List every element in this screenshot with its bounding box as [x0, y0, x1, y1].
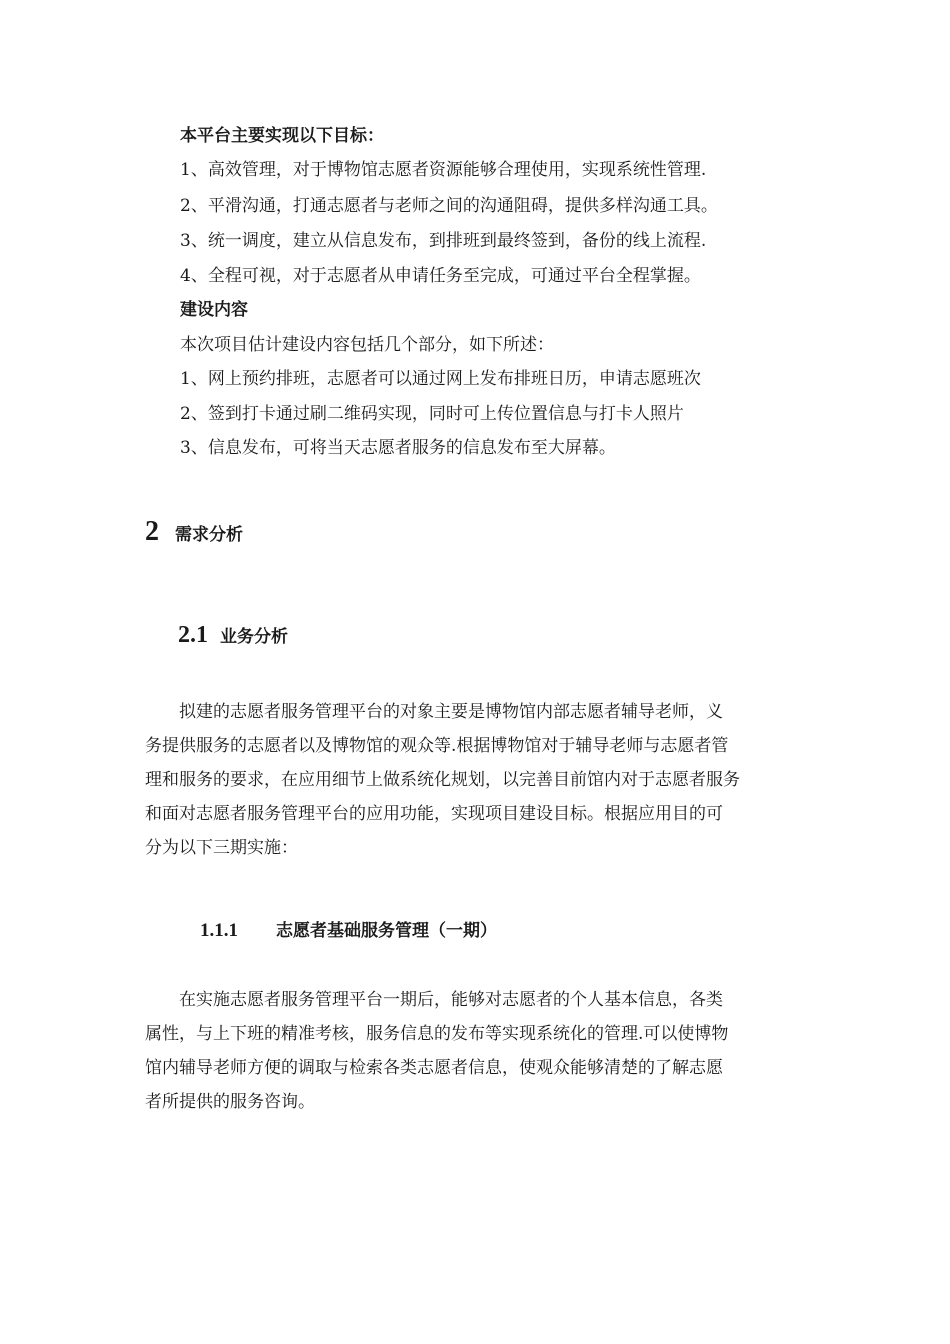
section-title: 业务分析: [220, 627, 288, 647]
paragraph-line: 者所提供的服务咨询。: [145, 1092, 315, 1112]
paragraph-line: 理和服务的要求，在应用细节上做系统化规划，以完善目前馆内对于志愿者服务: [145, 770, 740, 790]
paragraph-line: 务提供服务的志愿者以及博物馆的观众等.根据博物馆对于辅导老师与志愿者管: [145, 736, 729, 756]
section-number: 1.1.1: [200, 920, 238, 941]
business-analysis-paragraph: [145, 695, 810, 865]
construction-item: 2、签到打卡通过刷二维码实现，同时可上传位置信息与打卡人照片: [180, 404, 684, 424]
paragraph-line: 分为以下三期实施：: [145, 838, 298, 858]
goal-item: 3、统一调度，建立从信息发布，到排班到最终签到，备份的线上流程.: [180, 231, 707, 251]
section-title: 志愿者基础服务管理（一期）: [276, 921, 497, 941]
paragraph-line: 馆内辅导老师方便的调取与检索各类志愿者信息，使观众能够清楚的了解志愿: [145, 1058, 723, 1078]
section-number: 2: [145, 516, 159, 547]
section-title: 需求分析: [175, 525, 243, 545]
construction-intro: 本次项目估计建设内容包括几个部分，如下所述：: [180, 335, 554, 355]
goal-item: 4、全程可视，对于志愿者从申请任务至完成，可通过平台全程掌握。: [180, 266, 701, 286]
goal-item: 1、高效管理，对于博物馆志愿者资源能够合理使用，实现系统性管理.: [180, 160, 707, 180]
goal-item: 2、平滑沟通，打通志愿者与老师之间的沟通阻碍，提供多样沟通工具。: [180, 196, 718, 216]
section-1-1-1-heading: [200, 916, 497, 942]
goals-heading: 本平台主要实现以下目标：: [180, 126, 384, 146]
section-number: 2.1: [178, 622, 208, 648]
construction-item: 3、信息发布，可将当天志愿者服务的信息发布至大屏幕。: [180, 438, 616, 458]
paragraph-line: 属性，与上下班的精准考核，服务信息的发布等实现系统化的管理.可以使博物: [145, 1024, 729, 1044]
construction-heading: 建设内容: [180, 300, 248, 320]
paragraph-line: 和面对志愿者服务管理平台的应用功能，实现项目建设目标。根据应用目的可: [145, 804, 723, 824]
construction-item: 1、网上预约排班，志愿者可以通过网上发布排班日历，申请志愿班次: [180, 369, 701, 389]
phase-one-paragraph: [145, 983, 810, 1119]
section-2-heading: [145, 516, 243, 548]
paragraph-line: 在实施志愿者服务管理平台一期后，能够对志愿者的个人基本信息，各类: [145, 990, 723, 1010]
section-2-1-heading: [178, 622, 288, 649]
paragraph-line: 拟建的志愿者服务管理平台的对象主要是博物馆内部志愿者辅导老师，义: [145, 702, 723, 722]
